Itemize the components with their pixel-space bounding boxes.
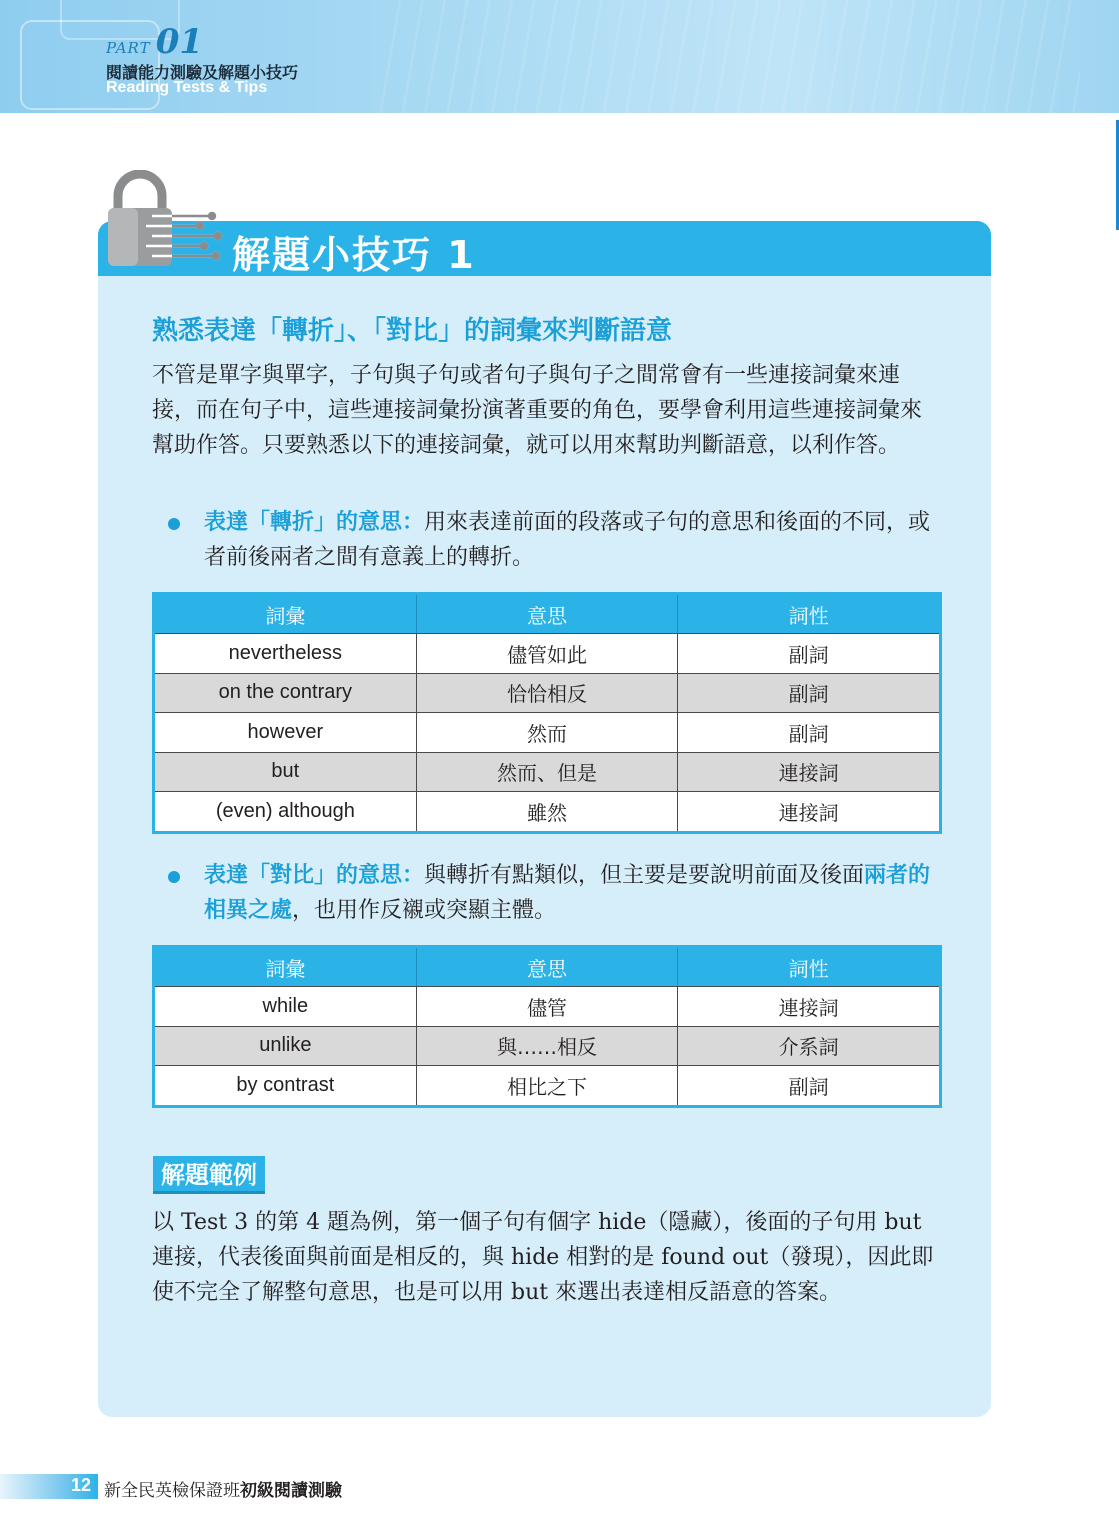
vocab-cell: by contrast <box>236 1073 335 1096</box>
table-header-row <box>155 595 939 633</box>
meaning-cell: 儘管如此 <box>416 634 678 673</box>
bullet-body: 與轉折有點類似，但主要是要說明前面及後面 <box>424 863 865 888</box>
vocab-cell: but <box>271 760 300 783</box>
part-label <box>106 22 203 62</box>
vocab-cell: however <box>247 720 324 743</box>
pos-cell: 副詞 <box>677 674 939 713</box>
meaning-cell: 然而 <box>416 713 678 752</box>
meaning-cell: 然而、但是 <box>416 753 678 792</box>
bullet-dot-icon <box>168 518 180 530</box>
pos-cell: 連接詞 <box>677 792 939 831</box>
pos-cell: 副詞 <box>677 1066 939 1105</box>
pos-cell: 副詞 <box>677 634 939 673</box>
vocab-table-contrast <box>152 945 942 1108</box>
bullet-body-end: ，也用作反襯或突顯主體。 <box>292 898 557 923</box>
section-subtitle: 熟悉表達「轉折」、「對比」的詞彙來判斷語意 <box>152 316 673 346</box>
example-tag: 解題範例 <box>153 1156 265 1194</box>
bullet-dot-icon <box>168 871 180 883</box>
table-row <box>155 1026 939 1066</box>
header-book-decoration <box>380 0 1080 113</box>
vocab-cell: (even) although <box>215 799 355 822</box>
meaning-cell: 與……相反 <box>416 1027 678 1066</box>
example-paragraph: 以 Test 3 的第 4 題為例，第一個子句有個字 hide（隱藏），後面的子句用 but 連接，代表後面與前面是相反的，與 hide 相對的是 found out（發現），因此即使不完全了解整句意思，也是可以用 but 來選出表達相反語意的答案。 <box>152 1210 934 1305</box>
pos-cell: 連接詞 <box>677 987 939 1026</box>
footer-title-bold: 初級閱讀測驗 <box>240 1481 342 1501</box>
bullet-text <box>204 505 944 575</box>
column-header: 詞彙 <box>265 956 306 981</box>
vocab-table-transition <box>152 592 942 834</box>
meaning-cell: 儘管 <box>416 987 678 1026</box>
meaning-cell: 雖然 <box>416 792 678 831</box>
table-row <box>155 712 939 752</box>
table-row <box>155 633 939 673</box>
header-title-zh: 閱讀能力測驗及解題小技巧 <box>106 63 299 82</box>
table-row <box>155 791 939 831</box>
pos-cell: 副詞 <box>677 713 939 752</box>
page-number: 12 <box>71 1475 92 1495</box>
vocab-cell: nevertheless <box>228 641 343 664</box>
bullet-label: 表達「對比」的意思： <box>204 862 425 888</box>
column-header: 詞性 <box>677 948 939 986</box>
meaning-cell: 相比之下 <box>416 1066 678 1105</box>
column-header: 詞性 <box>677 595 939 633</box>
lock-icon <box>106 170 226 270</box>
column-header: 意思 <box>416 595 678 633</box>
bullet-label: 表達「轉折」的意思： <box>204 509 425 535</box>
page-header <box>0 0 1119 113</box>
pos-cell: 連接詞 <box>677 753 939 792</box>
table-row <box>155 986 939 1026</box>
part-word: PART <box>106 39 151 57</box>
table-row <box>155 673 939 713</box>
header-title-en: Reading Tests & Tips <box>106 79 268 96</box>
meaning-cell: 恰恰相反 <box>416 674 678 713</box>
section-title: 解題小技巧 1 <box>232 233 476 277</box>
bullet-text <box>204 858 944 928</box>
table-row <box>155 752 939 792</box>
vocab-cell: unlike <box>259 1034 312 1057</box>
part-number: 01 <box>155 22 204 62</box>
vocab-cell: while <box>262 994 309 1017</box>
bullet-body: 用來表達前面的段落或子句的意思和後面的不同，或者前後兩者之間有意義上的轉折。 <box>204 510 931 570</box>
footer-title-plain: 新全民英檢保證班 <box>104 1481 240 1501</box>
bullet-highlight: 兩者的相異之處 <box>204 862 931 923</box>
footer-book-title <box>104 1476 342 1501</box>
intro-paragraph: 不管是單字與單字，子句與子句或者句子與句子之間常會有一些連接詞彙來連接，而在句子中，這些連接詞彙扮演著重要的角色，要學會利用這些連接詞彙來幫助作答。只要熟悉以下的連接詞彙，就可以用來幫助判斷語意，以利作答。 <box>152 363 923 458</box>
column-header: 詞彙 <box>265 603 306 628</box>
pos-cell: 介系詞 <box>677 1027 939 1066</box>
column-header: 意思 <box>416 948 678 986</box>
table-row <box>155 1065 939 1105</box>
vocab-cell: on the contrary <box>218 681 353 704</box>
table-header-row <box>155 948 939 986</box>
